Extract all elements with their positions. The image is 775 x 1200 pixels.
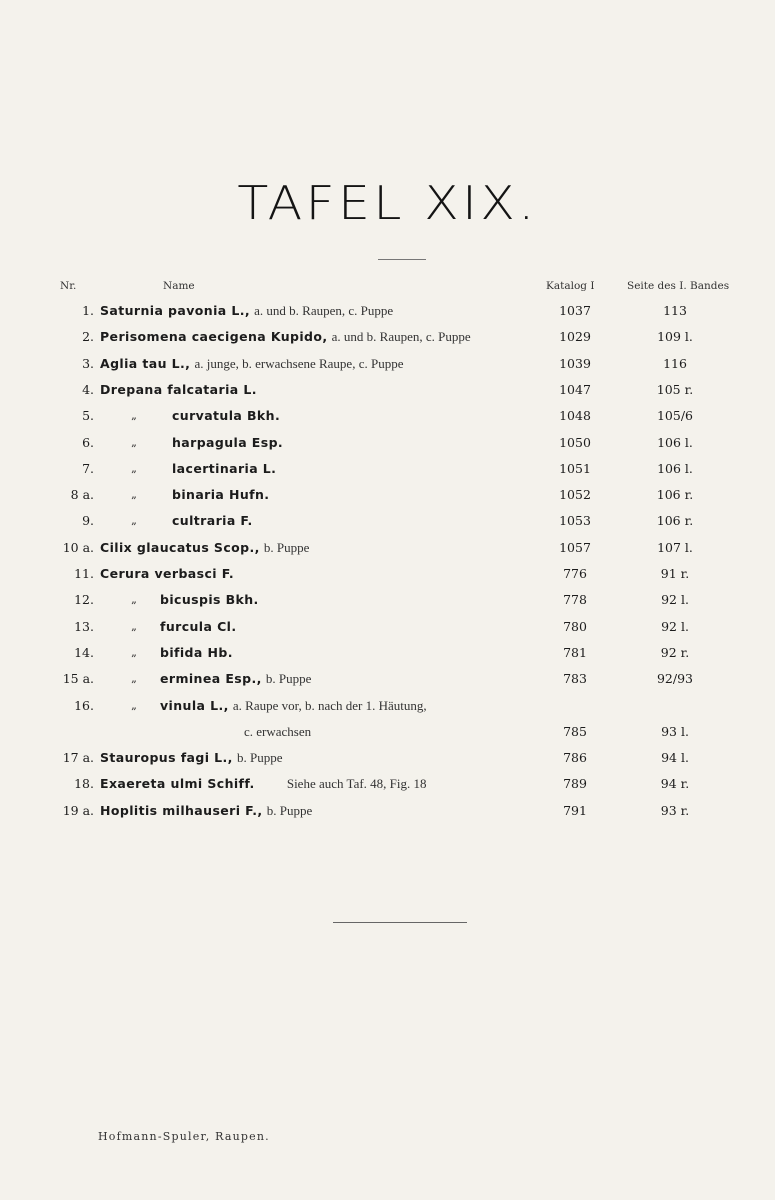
table-row — [0, 590, 775, 616]
table-row — [0, 617, 775, 643]
species-scientific-name: erminea Esp., — [160, 671, 262, 687]
table-row — [0, 354, 775, 380]
row-number: 13. — [74, 618, 94, 634]
seite-reference: 93 l. — [661, 723, 689, 739]
species-scientific-name: lacertinaria L. — [172, 460, 277, 476]
katalog-number: 1051 — [559, 460, 591, 476]
table-row — [0, 696, 775, 722]
katalog-number: 1029 — [559, 329, 591, 345]
seite-reference: 105 r. — [656, 381, 694, 397]
species-scientific-name: Exaereta ulmi Schiff. — [100, 776, 255, 792]
species-description: b. Puppe — [265, 671, 312, 687]
species-description: c. erwachsen — [244, 723, 312, 739]
seite-reference: 106 l. — [657, 434, 693, 450]
species-description: a. und b. Raupen, c. Puppe — [331, 329, 471, 345]
table-row — [0, 301, 775, 327]
species-description: a. Raupe vor, b. nach der 1. Häutung, — [232, 697, 427, 713]
row-number: 7. — [82, 460, 94, 476]
row-number: 1. — [82, 303, 94, 318]
species-scientific-name: furcula Cl. — [160, 618, 237, 634]
table-row — [0, 459, 775, 485]
species-name-cell — [100, 748, 282, 769]
table-row — [0, 774, 775, 800]
row-number: 8 a. — [70, 487, 94, 503]
row-number: 14. — [74, 644, 94, 660]
row-number: 16. — [74, 697, 94, 713]
species-name-cell — [244, 722, 311, 743]
species-name-cell — [100, 354, 403, 375]
species-name-cell — [100, 801, 312, 822]
species-scientific-name: Cerura verbasci F. — [100, 566, 234, 581]
katalog-number: 1047 — [559, 381, 591, 397]
table-row — [0, 406, 775, 432]
katalog-number: 789 — [563, 776, 587, 792]
species-name-cell — [160, 696, 427, 717]
species-name-cell — [172, 406, 280, 427]
row-number: 19 a. — [62, 802, 94, 818]
species-scientific-name: bicuspis Bkh. — [160, 592, 259, 608]
species-name-cell — [160, 643, 233, 664]
katalog-number: 785 — [563, 723, 587, 739]
column-header-seite: Seite des I. Bandes — [627, 280, 730, 292]
table-row — [0, 485, 775, 511]
species-scientific-name: vinula L., — [160, 697, 229, 713]
katalog-number: 1053 — [559, 513, 591, 529]
row-number: 6. — [82, 434, 94, 450]
ditto-mark: „ — [131, 619, 137, 633]
species-name-cell — [100, 538, 309, 559]
seite-reference: 94 l. — [661, 750, 689, 766]
table-row — [0, 564, 775, 590]
species-scientific-name: binaria Hufn. — [172, 487, 270, 503]
katalog-number: 1048 — [559, 408, 591, 424]
bottom-divider — [333, 922, 467, 923]
katalog-number: 1050 — [559, 434, 591, 450]
seite-reference: 94 r. — [660, 776, 690, 792]
row-number: 2. — [82, 329, 94, 345]
row-number: 17 a. — [62, 750, 94, 766]
katalog-number: 786 — [563, 750, 587, 766]
species-scientific-name: Hoplitis milhauseri F., — [100, 802, 263, 818]
ditto-mark: „ — [131, 672, 137, 686]
species-name-cell — [172, 459, 276, 480]
species-scientific-name: Drepana falcataria L. — [100, 381, 257, 397]
katalog-number: 1037 — [559, 303, 591, 318]
seite-reference: 109 l. — [657, 329, 693, 345]
seite-reference: 92 l. — [661, 618, 689, 634]
species-scientific-name: Perisomena caecigena Kupido, — [100, 329, 328, 345]
ditto-mark: „ — [131, 593, 137, 607]
seite-reference: 113 — [663, 303, 687, 318]
species-description: b. Puppe — [263, 539, 310, 555]
species-description: b. Puppe — [236, 750, 283, 766]
table-row — [0, 327, 775, 353]
row-number: 18. — [74, 776, 94, 792]
species-name-cell — [160, 617, 237, 638]
seite-reference: 106 l. — [657, 460, 693, 476]
species-description: a. und b. Raupen, c. Puppe — [254, 303, 394, 318]
species-scientific-name: Aglia tau L., — [100, 355, 191, 371]
species-scientific-name: harpagula Esp. — [172, 434, 284, 450]
table-row — [0, 669, 775, 695]
table-row — [0, 511, 775, 537]
table-row — [0, 538, 775, 564]
species-name-cell — [160, 590, 259, 611]
species-name-cell — [100, 564, 234, 585]
katalog-number: 781 — [563, 644, 587, 660]
column-header-katalog: Katalog I — [546, 280, 595, 292]
seite-reference: 91 r. — [660, 566, 690, 581]
seite-reference: 105/6 — [656, 408, 694, 424]
row-number: 15 a. — [62, 671, 94, 687]
species-name-cell — [100, 327, 471, 348]
seite-reference: 92/93 — [656, 671, 694, 687]
table-row — [0, 748, 775, 774]
species-name-cell — [172, 485, 269, 506]
katalog-number: 780 — [563, 618, 587, 634]
species-scientific-name: curvatula Bkh. — [172, 408, 281, 424]
species-name-cell — [100, 380, 257, 401]
seite-reference: 106 r. — [656, 487, 694, 503]
seite-reference: 116 — [663, 355, 687, 371]
table-row — [0, 722, 775, 748]
species-scientific-name: Saturnia pavonia L., — [100, 303, 250, 318]
ditto-mark: „ — [131, 645, 137, 659]
species-name-cell — [100, 774, 427, 795]
species-scientific-name: bifida Hb. — [160, 644, 233, 660]
ditto-mark: „ — [131, 409, 137, 423]
publisher-footer: Hofmann-Spuler, Raupen. — [98, 1130, 270, 1143]
species-name-cell — [160, 669, 311, 690]
column-header-name: Name — [163, 280, 195, 292]
ditto-mark: „ — [131, 698, 137, 712]
species-name-cell — [172, 511, 253, 532]
species-scientific-name: Cilix glaucatus Scop., — [100, 539, 260, 555]
plate-title: TAFEL XIX. — [237, 176, 538, 230]
row-number: 5. — [82, 408, 94, 424]
row-number: 9. — [82, 513, 94, 529]
ditto-mark: „ — [131, 435, 137, 449]
species-description: b. Puppe — [266, 802, 313, 818]
species-scientific-name: cultraria F. — [172, 513, 253, 529]
table-row — [0, 643, 775, 669]
species-description: a. junge, b. erwachsene Raupe, c. Puppe — [194, 355, 404, 371]
table-row — [0, 801, 775, 827]
row-number: 4. — [82, 381, 94, 397]
katalog-number: 1039 — [559, 355, 591, 371]
seite-reference: 92 r. — [660, 644, 690, 660]
species-name-cell — [172, 433, 283, 454]
seite-reference: 93 r. — [660, 802, 690, 818]
species-scientific-name: Stauropus fagi L., — [100, 750, 233, 766]
title-divider — [378, 259, 426, 260]
table-row — [0, 433, 775, 459]
seite-reference: 107 l. — [657, 539, 693, 555]
seite-reference: 92 l. — [661, 592, 689, 608]
katalog-number: 776 — [563, 566, 587, 581]
katalog-number: 783 — [563, 671, 587, 687]
row-number: 10 a. — [62, 539, 94, 555]
row-number: 11. — [74, 566, 94, 581]
ditto-mark: „ — [131, 514, 137, 528]
table-row — [0, 380, 775, 406]
row-number: 3. — [82, 355, 94, 371]
species-name-cell — [100, 301, 393, 322]
katalog-number: 778 — [563, 592, 587, 608]
column-header-nr: Nr. — [60, 280, 77, 292]
ditto-mark: „ — [131, 488, 137, 502]
katalog-number: 1057 — [559, 539, 591, 555]
katalog-number: 1052 — [559, 487, 591, 503]
ditto-mark: „ — [131, 461, 137, 475]
katalog-number: 791 — [563, 802, 587, 818]
seite-reference: 106 r. — [656, 513, 694, 529]
species-description: Siehe auch Taf. 48, Fig. 18 — [286, 776, 427, 792]
row-number: 12. — [74, 592, 94, 608]
